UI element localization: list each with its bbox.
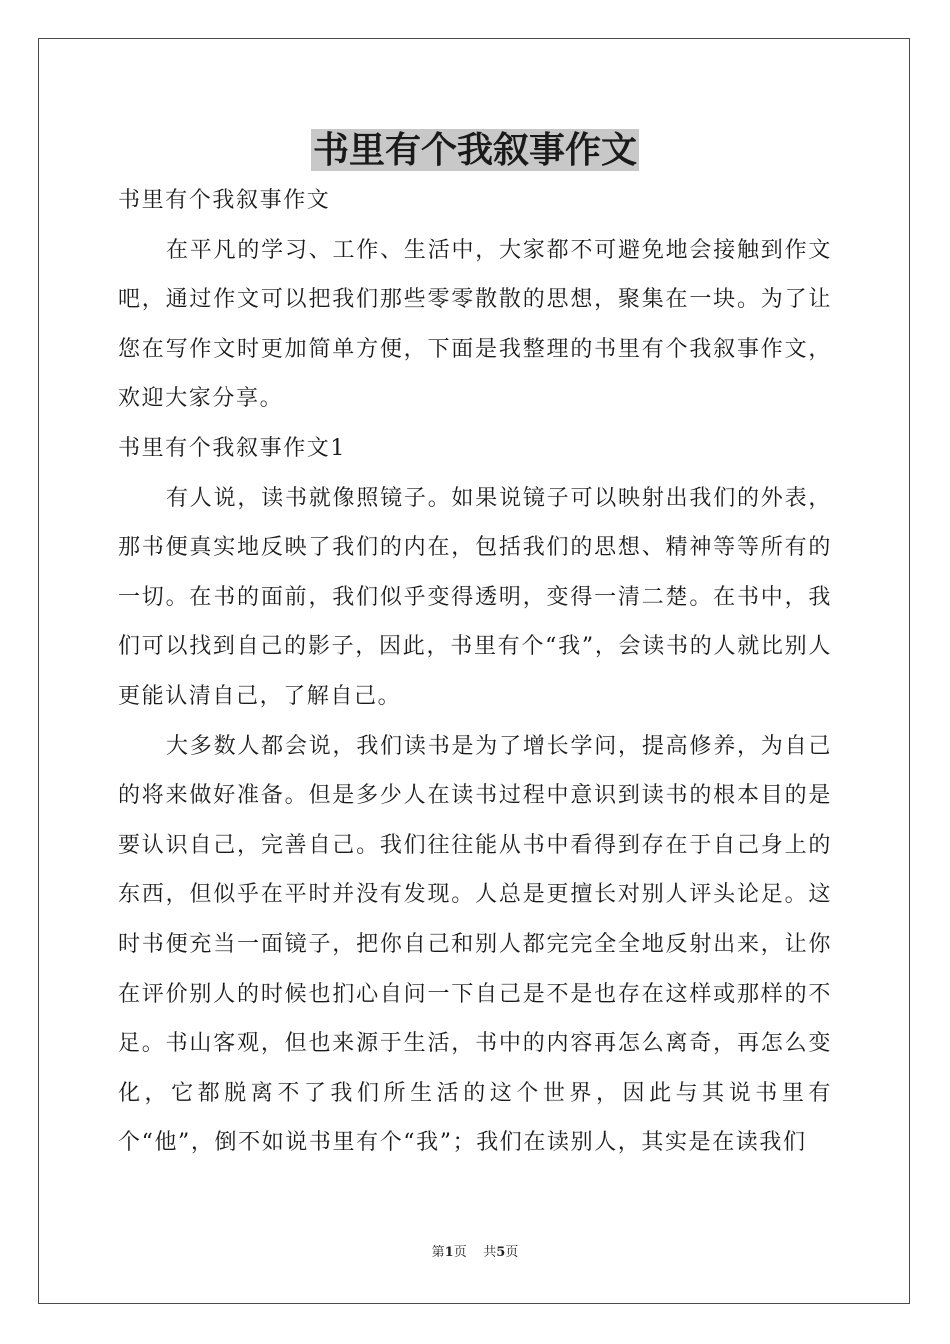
footer-prefix: 第 — [431, 1245, 445, 1260]
document-title-text: 书里有个我叙事作文 — [312, 129, 637, 171]
footer-total-suffix: 页 — [505, 1245, 519, 1260]
document-title — [0, 126, 950, 174]
footer-total-prefix: 共 — [483, 1245, 497, 1260]
body-paragraph: 有人说，读书就像照镜子。如果说镜子可以映射出我们的外表，那书便真实地反映了我们的内在，包括我们的思想、精神等等所有的一切。在书的面前，我们似乎变得透明，变得一清二楚。在书中，我们可以找到自己的影子，因此，书里有个“我”，会读书的人就比别人更能认清自己，了解自己。 — [118, 485, 832, 709]
section-heading: 书里有个我叙事作文 — [118, 188, 331, 213]
footer-page-suffix: 页 — [453, 1245, 467, 1260]
footer-page-number: 1 — [444, 1245, 454, 1260]
section-heading: 书里有个我叙事作文1 — [118, 435, 346, 461]
document-body — [118, 176, 832, 1168]
body-paragraph: 在平凡的学习、工作、生活中，大家都不可避免地会接触到作文吧，通过作文可以把我们那些零零散散的思想，聚集在一块。为了让您在写作文时更加简单方便，下面是我整理的书里有个我叙事作文，欢迎大家分享。 — [118, 237, 832, 412]
body-paragraph: 大多数人都会说，我们读书是为了增长学问，提高修养，为自己的将来做好准备。但是多少人在读书过程中意识到读书的根本目的是要认识自己，完善自己。我们往往能从书中看得到存在于自己身上的东西，但似乎在平时并没有发现。人总是更擅长对别人评头论足。这时书便充当一面镜子，把你自己和别人都完完全全地反射出来，让你在评价别人的时候也扪心自问一下自己是不是也存在这样或那样的不足。书山客观，但也来源于生活，书中的内容再怎么离奇，再怎么变化，它都脱离不了我们所生活的这个世界，因此与其说书里有个“他”，倒不如说书里有个“我”；我们在读别人，其实是在读我们 — [118, 733, 832, 1156]
footer-total-pages: 5 — [496, 1245, 506, 1260]
page-footer — [0, 1244, 950, 1262]
